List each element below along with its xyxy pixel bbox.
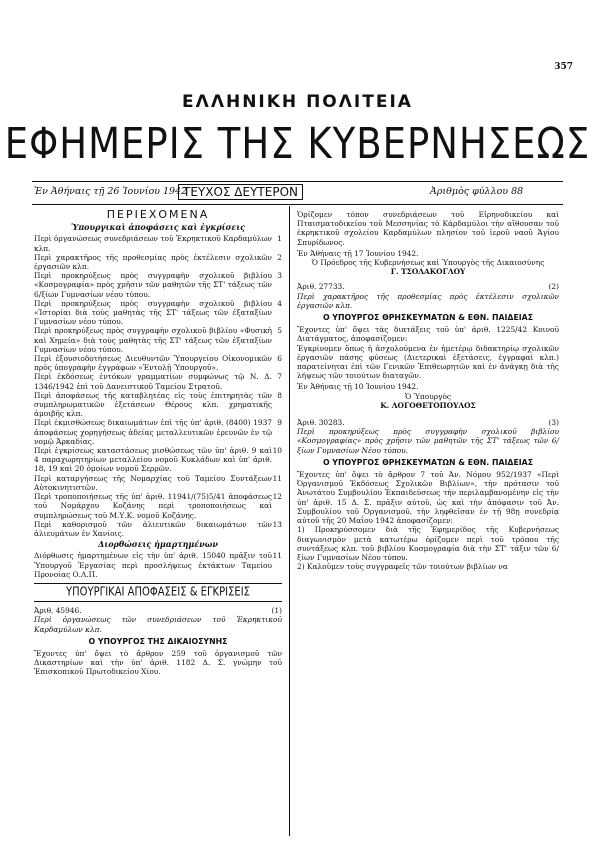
decisions-heading: ΥΠΟΥΡΓΙΚΑΙ ΑΠΟΦΑΣΕΙΣ & ΕΓΚΡΙΣΕΙΣ: [65, 585, 251, 600]
list-item: Περὶ προκηρύξεως πρὸς συγγραφὴν σχολικοῦ βιβλίου «Φυσικὴ καὶ Χημεία» διὰ τοὺς μαθητὰς τῆς ΣΤ' τάξεως τῶν ἑξαταξίων Γυμνασίων νέου τύπου. 5: [34, 326, 282, 354]
decision-date: Ἐν Ἀθήναις τῇ 17 Ἰουνίου 1942.: [297, 248, 419, 258]
list-item: Περὶ καταργήσεως τῆς Νομαρχίας τοῦ Ταμείου Συντάξεων Αὐτοκινητιστῶν. 11: [34, 473, 282, 492]
signature-name: Γ. ΤΣΟΛΑΚΟΓΛΟΥ: [390, 267, 466, 277]
list-item: Περὶ ἐκμισθώσεως δικαιωμάτων ἐπὶ τῆς ὑπ' ἀριθ. (8400) 1937 ἀποφάσεως χορηγήσεως ἀδείας μεταλλευτικῶν ἐρευνῶν ἐν τῷ νομῷ Ἀρκαδίας. 9: [34, 418, 282, 446]
minister-heading: Ο ΥΠΟΥΡΓΟΣ ΤΗΣ ΔΙΚΑΙΟΣΥΝΗΣ: [88, 636, 228, 646]
decision-body: Ἔχοντες ὑπ' ὄψει τὸ ἄρθρον 7 τοῦ Ἀν. Νόμου 952/1937 «Περὶ Ὀργανισμοῦ Ἐκδόσεως Σχολικῶν Βιβλίων», τὴν πρότασιν τοῦ Ἀνωτάτου Συμβουλίου Ἐκπαιδεύσεως τὴν περιλαμβανομένην εἰς τὴν ὑπ' ἀριθ. 15 Δ. Σ. πρᾶξιν αὐτοῦ, ὡς καὶ τὴν ἀπόφασιν τοῦ Ἀν. Συμβουλίου τοῦ Ὀργανισμοῦ, τὴν ληφθεῖσαν ἐν τῇ 98ῃ συνεδρίᾳ αὐτοῦ τῆς 20 Μαΐου 1942 ἀποφασίζομεν:: [297, 470, 559, 526]
masthead-rule-top: [32, 181, 563, 182]
decision-header: [297, 282, 559, 291]
list-item: Περὶ ἐξουσιοδοτήσεως Διευθυντῶν Ὑπουργείου Οἰκονομικῶν πρὸς ὑπογραφὴν ἐγγράφων «Ἐντολῇ Ὑπουργοῦ». 6: [34, 354, 282, 373]
left-column: [34, 210, 282, 677]
signature-role: Ὁ Πρόεδρος τῆς Κυβερνήσεως καὶ Ὑπουργὸς τῆς Δικαιοσύνης: [311, 258, 545, 268]
decision-body: Ἔχοντες ὑπ' ὄψει τὸ ἄρθρον 259 τοῦ ὀργανισμοῦ τῶν Δικαστηρίων καὶ τὴν ὑπ' ἀριθ. 1182 Δ. Σ. γνώμην τοῦ Ἐπισκοπικοῦ Πρωτοδικείου Χίου.: [34, 648, 282, 677]
list-item: Διόρθωσις ἡμαρτημένων εἰς τὴν ὑπ' ἀριθ. 15040 πρᾶξιν τοῦ Ὑπουργοῦ Ἐργασίας περὶ προσλήψεως ἐκτάκτων Ταμείου Προνοίας Ο.Λ.Π. 11: [34, 551, 282, 579]
divider: [34, 583, 282, 584]
list-item: Περὶ προκηρύξεως πρὸς συγγραφὴν σχολικοῦ βιβλίου «Ἱστορίαι διὰ τοὺς μαθητὰς τῆς ΣΤ' τάξεως τῶν ἑξαταξίων Γυμνασίων νέου τύπου. 4: [34, 298, 282, 327]
decision-number: Ἀριθ. 45946.: [34, 606, 82, 616]
contents-title: ΠΕΡΙΕΧΟΜΕΝΑ: [106, 208, 210, 221]
list-item: Περὶ χαρακτῆρος τῆς προθεσμίας πρὸς ἐκτέλεσιν σχολικῶν ἐργασιῶν κλπ. 2: [34, 252, 282, 272]
column-divider: [289, 206, 290, 836]
decision-header: [34, 606, 282, 615]
decision-point: 2) Καλοῦμεν τοὺς συγγραφεῖς τῶν τοιούτων βιβλίων να: [297, 562, 508, 572]
decision-marker: (1): [271, 606, 282, 616]
divider: [34, 601, 282, 602]
list-item: Περὶ καθορισμοῦ τῶν ἀλιευτικῶν δικαιωμάτων τῶν ἀλιευμάτων ἐν Χανίοις. 13: [34, 519, 282, 538]
corrections-title: Διορθώσεις ἡμαρτημένων: [98, 539, 218, 550]
place-date: Ἐν Ἀθήναις τῇ 26 Ἰουνίου 1942: [34, 186, 188, 197]
minister-heading: Ο ΥΠΟΥΡΓΟΣ ΘΡΗΣΚΕΥΜΑΤΩΝ & ΕΘΝ. ΠΑΙΔΕΙΑΣ: [322, 313, 534, 323]
decision-number: Ἀριθ. 30283.: [297, 418, 345, 428]
right-column: [297, 210, 559, 571]
gazette-title: ΕΦΗΜΕΡΙΣ ΤΗΣ ΚΥΒΕΡΝΗΣΕΩΣ: [4, 118, 591, 169]
signature-role: Ὁ Ὑπουργὸς: [404, 391, 452, 401]
list-item: Περὶ ἐκδόσεως ἐντόκων γραμματίων συμφώνως τῷ Ν. Δ. 1346/1942 ἐπὶ τοῦ Δανειστικοῦ Ταμείου Στρατοῦ. 7: [34, 372, 282, 391]
minister-heading: Ο ΥΠΟΥΡΓΟΣ ΘΡΗΣΚΕΥΜΑΤΩΝ & ΕΘΝ. ΠΑΙΔΕΙΑΣ: [322, 457, 534, 467]
list-item: Περὶ προκηρύξεως πρὸς συγγραφὴν σχολικοῦ βιβλίου «Κοσμογραφία» πρὸς χρῆσιν τῶν μαθητῶν τῆς ΣΤ' τάξεως τῶν 6/ξίων Γυμνασίων νέου τύπου. 3: [34, 271, 282, 299]
decision-number: Ἀριθ. 27733.: [297, 282, 345, 292]
decision-body-continued: Ὁρίζομεν τόπον συνεδριάσεων τοῦ Εἰρηνοδικείου καὶ Πταισματοδικείου τοῦ Μεσσηνίας τὸ Κάρδαμύλοι τὴν αἴθουσαν τοῦ ἐκρηκτικοῦ σχολείου Καρδαμύλων πλησίον τοῦ ἱεροῦ ναοῦ Ἁγίου Σπυρίδωνος.: [297, 210, 559, 247]
page-number: 357: [554, 62, 573, 72]
list-item: Περὶ τροποποιήσεως τῆς ὑπ' ἀριθ. 11941/(75)5/41 ἀποφάσεως τοῦ Νομάρχου Κοζάνης περὶ τροποποιήσεως καὶ συμπληρώσεως τοῦ Μ.Υ.Κ. νομοῦ Κοζάνης. 12: [34, 492, 282, 520]
decision-subject: Περὶ χαρακτῆρος τῆς προθεσμίας πρὸς ἐκτέλεσιν σχολικῶν ἐργασιῶν κλπ.: [297, 291, 559, 310]
list-item: Περὶ ἀποφάσεως τῆς καταβλητέας εἰς τοὺς ἐπιτηρητὰς τῶν συμπληρωματικῶν ἐξετάσεων Θέρους κλπ. χρηματικῆς ἀμοιβῆς κλπ. 8: [34, 390, 282, 419]
issue-label: ΤΕΥΧΟΣ ΔΕΥΤΕΡΟΝ: [178, 184, 303, 200]
decision-body: Ἔχοντες ὑπ' ὄψει τὰς διατάξεις τοῦ ὑπ' ἀριθ. 1225/42 Κοινοῦ Διατάγματος, ἀποφασίζομεν:: [297, 325, 559, 344]
decision-date: Ἐν Ἀθήναις τῇ 10 Ἰουνίου 1942.: [297, 382, 419, 392]
masthead-rule-bottom: [32, 204, 563, 205]
decision-point: 1) Προκηρύσσομεν διὰ τῆς Ἐφημερίδος τῆς Κυβερνήσεως διαγωνισμὸν μετὰ κατωτέρω ὁρίζομεν περὶ τοῦ τρόπου τῆς συντάξεως κλπ. τοῦ βιβλίου Κοσμογραφία διὰ τὴν ΣΤ' τάξιν τῶν 6/ξίων Γυμνασίων Νέου τύπου.: [297, 525, 559, 562]
decision-subject: Περὶ ὀργανώσεως τῶν συνεδριάσεων τοῦ Ἐκρηκτικοῦ Καρδαμύλων κλπ.: [34, 615, 282, 634]
state-title: ΕΛΛΗΝΙΚΗ ΠΟΛΙΤΕΙΑ: [182, 92, 413, 112]
list-item: Περὶ ἐγκρίσεως καταστάσεως μισθώσεως τῶν ὑπ' ἀριθ. 9 καὶ 4 παραχωρητηρίων μεταλλείου νομοῦ Κυκλάδων καὶ ὑπ' ἀριθ. 18, 19 καὶ 20 ὁμοίων νομοῦ Σερρῶν. 10: [34, 446, 282, 474]
decision-header: [297, 418, 559, 427]
contents-section-title: Ὑπουργικαὶ ἀποφάσεις καὶ ἐγκρίσεις: [70, 222, 246, 233]
contents-list: [34, 234, 282, 538]
list-item: Περὶ ὀργανώσεως συνεδριάσεων τοῦ Ἐκρηκτικοῦ Καρδαμύλων κλπ. 1: [34, 234, 282, 253]
decision-marker: (2): [548, 282, 559, 292]
signature-name: Κ. ΛΟΓΟΘΕΤΟΠΟΥΛΟΣ: [380, 400, 476, 410]
sheet-number: Ἀριθμὸς φύλλου 88: [430, 186, 524, 197]
decision-subject: Περὶ προκηρύξεως πρὸς συγγραφὴν σχολικοῦ βιβλίου «Κοσμογραφίας» πρὸς χρῆσιν τῶν μαθητῶν τῆς ΣΤ' τάξεως τῶν 6/ξίων Γυμνασίων Νέου τύπου.: [297, 427, 559, 455]
decision-body-continued: Ἐγκρίνομεν ὅπως ἡ ἀσχολούμενα ἐν ἡμετέρῳ διδακτηρίῳ σχολικῶν ἐργασιῶν πάσης φύσεως (Διετερικαὶ ἐξετάσεις, ἐγγραφαὶ κλπ.) παρατείνηται ἐπὶ τῶν Γενικῶν Ἐπιθεωρητῶν καὶ ἐν ἀνάγκῃ διὰ τῆς λήψεως τῶν τοιούτων διαταγῶν.: [297, 343, 559, 381]
decision-marker: (3): [548, 418, 559, 428]
